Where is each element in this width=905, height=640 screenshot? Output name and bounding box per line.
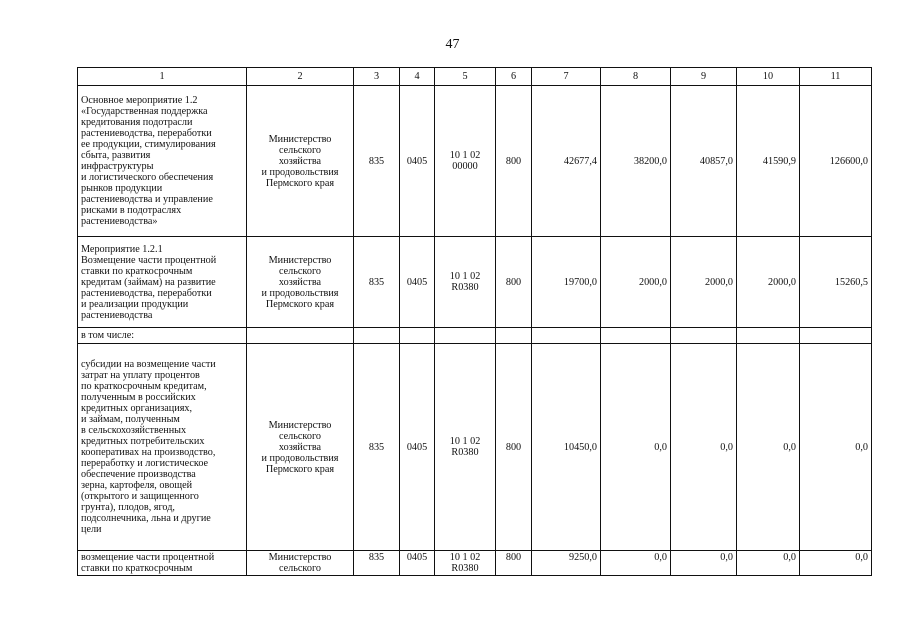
row-amount-9: 0,0 [671,551,737,576]
header-cell: 1 [78,68,247,86]
table-row [78,328,872,344]
row-code-4: 0405 [400,237,435,328]
row-amount-11: 0,0 [800,344,872,551]
row-amount-10: 0,0 [737,344,800,551]
row-description: возмещение части процентной ставки по краткосрочным [78,551,247,576]
row-amount-9: 0,0 [671,344,737,551]
row-code-4: 0405 [400,344,435,551]
row-code-4: 0405 [400,86,435,237]
row-code-3 [354,328,400,344]
row-amount-11 [800,328,872,344]
row-amount-10 [737,328,800,344]
row-code-5: 10 1 02 00000 [435,86,496,237]
row-description: Основное мероприятие 1.2 «Государственная поддержка кредитования подотрасли растениеводства, переработки ее продукции, стимулирования сбыта, развития инфраструктуры и логистического обеспечения рынков продукции растениеводства и управление рисками в подотраслях растениеводства» [78,86,247,237]
row-amount-7: 42677,4 [532,86,601,237]
row-amount-7: 10450,0 [532,344,601,551]
row-organization: Министерство сельского [247,551,354,576]
row-code-6 [496,328,532,344]
table-row [78,86,872,237]
row-amount-8: 0,0 [601,551,671,576]
table-row [78,344,872,551]
header-cell: 8 [601,68,671,86]
row-amount-10: 2000,0 [737,237,800,328]
header-cell: 11 [800,68,872,86]
row-amount-8: 2000,0 [601,237,671,328]
row-description: субсидии на возмещение части затрат на уплату процентов по краткосрочным кредитам, полученным в российских кредитных организациях, и займам, полученным в сельскохозяйственных кредитных потребительских кооперативах на производство, переработку и логистическое обеспечение производства зерна, картофеля, овощей (открытого и защищенного грунта), плодов, ягод, подсолнечника, льна и другие цели [78,344,247,551]
row-code-5: 10 1 02 R0380 [435,551,496,576]
row-code-5 [435,328,496,344]
header-cell: 9 [671,68,737,86]
row-amount-9: 40857,0 [671,86,737,237]
table-row [78,551,872,576]
row-amount-8: 0,0 [601,344,671,551]
row-amount-10: 0,0 [737,551,800,576]
header-cell: 5 [435,68,496,86]
row-amount-8: 38200,0 [601,86,671,237]
row-amount-10: 41590,9 [737,86,800,237]
row-description: в том числе: [78,328,247,344]
row-organization: Министерство сельского хозяйства и продовольствия Пермского края [247,344,354,551]
row-amount-9 [671,328,737,344]
row-code-5: 10 1 02 R0380 [435,237,496,328]
row-code-4 [400,328,435,344]
budget-table [77,67,872,576]
header-cell: 6 [496,68,532,86]
row-code-6: 800 [496,86,532,237]
header-cell: 10 [737,68,800,86]
row-amount-7 [532,328,601,344]
table-header-row [78,68,872,86]
row-amount-9: 2000,0 [671,237,737,328]
row-description: Мероприятие 1.2.1 Возмещение части процентной ставки по краткосрочным кредитам (займам) на развитие растениеводства, переработки и реализации продукции растениеводства [78,237,247,328]
header-cell: 7 [532,68,601,86]
row-organization: Министерство сельского хозяйства и продовольствия Пермского края [247,237,354,328]
row-amount-7: 9250,0 [532,551,601,576]
row-amount-8 [601,328,671,344]
row-code-3: 835 [354,551,400,576]
row-amount-7: 19700,0 [532,237,601,328]
row-code-4: 0405 [400,551,435,576]
row-code-6: 800 [496,551,532,576]
row-code-3: 835 [354,237,400,328]
row-code-6: 800 [496,237,532,328]
header-cell: 2 [247,68,354,86]
row-code-3: 835 [354,86,400,237]
page-number: 47 [445,37,460,52]
header-cell: 4 [400,68,435,86]
row-code-6: 800 [496,344,532,551]
row-organization [247,328,354,344]
row-amount-11: 0,0 [800,551,872,576]
row-code-3: 835 [354,344,400,551]
row-organization: Министерство сельского хозяйства и продовольствия Пермского края [247,86,354,237]
row-amount-11: 15260,5 [800,237,872,328]
table-row [78,237,872,328]
row-code-5: 10 1 02 R0380 [435,344,496,551]
row-amount-11: 126600,0 [800,86,872,237]
header-cell: 3 [354,68,400,86]
